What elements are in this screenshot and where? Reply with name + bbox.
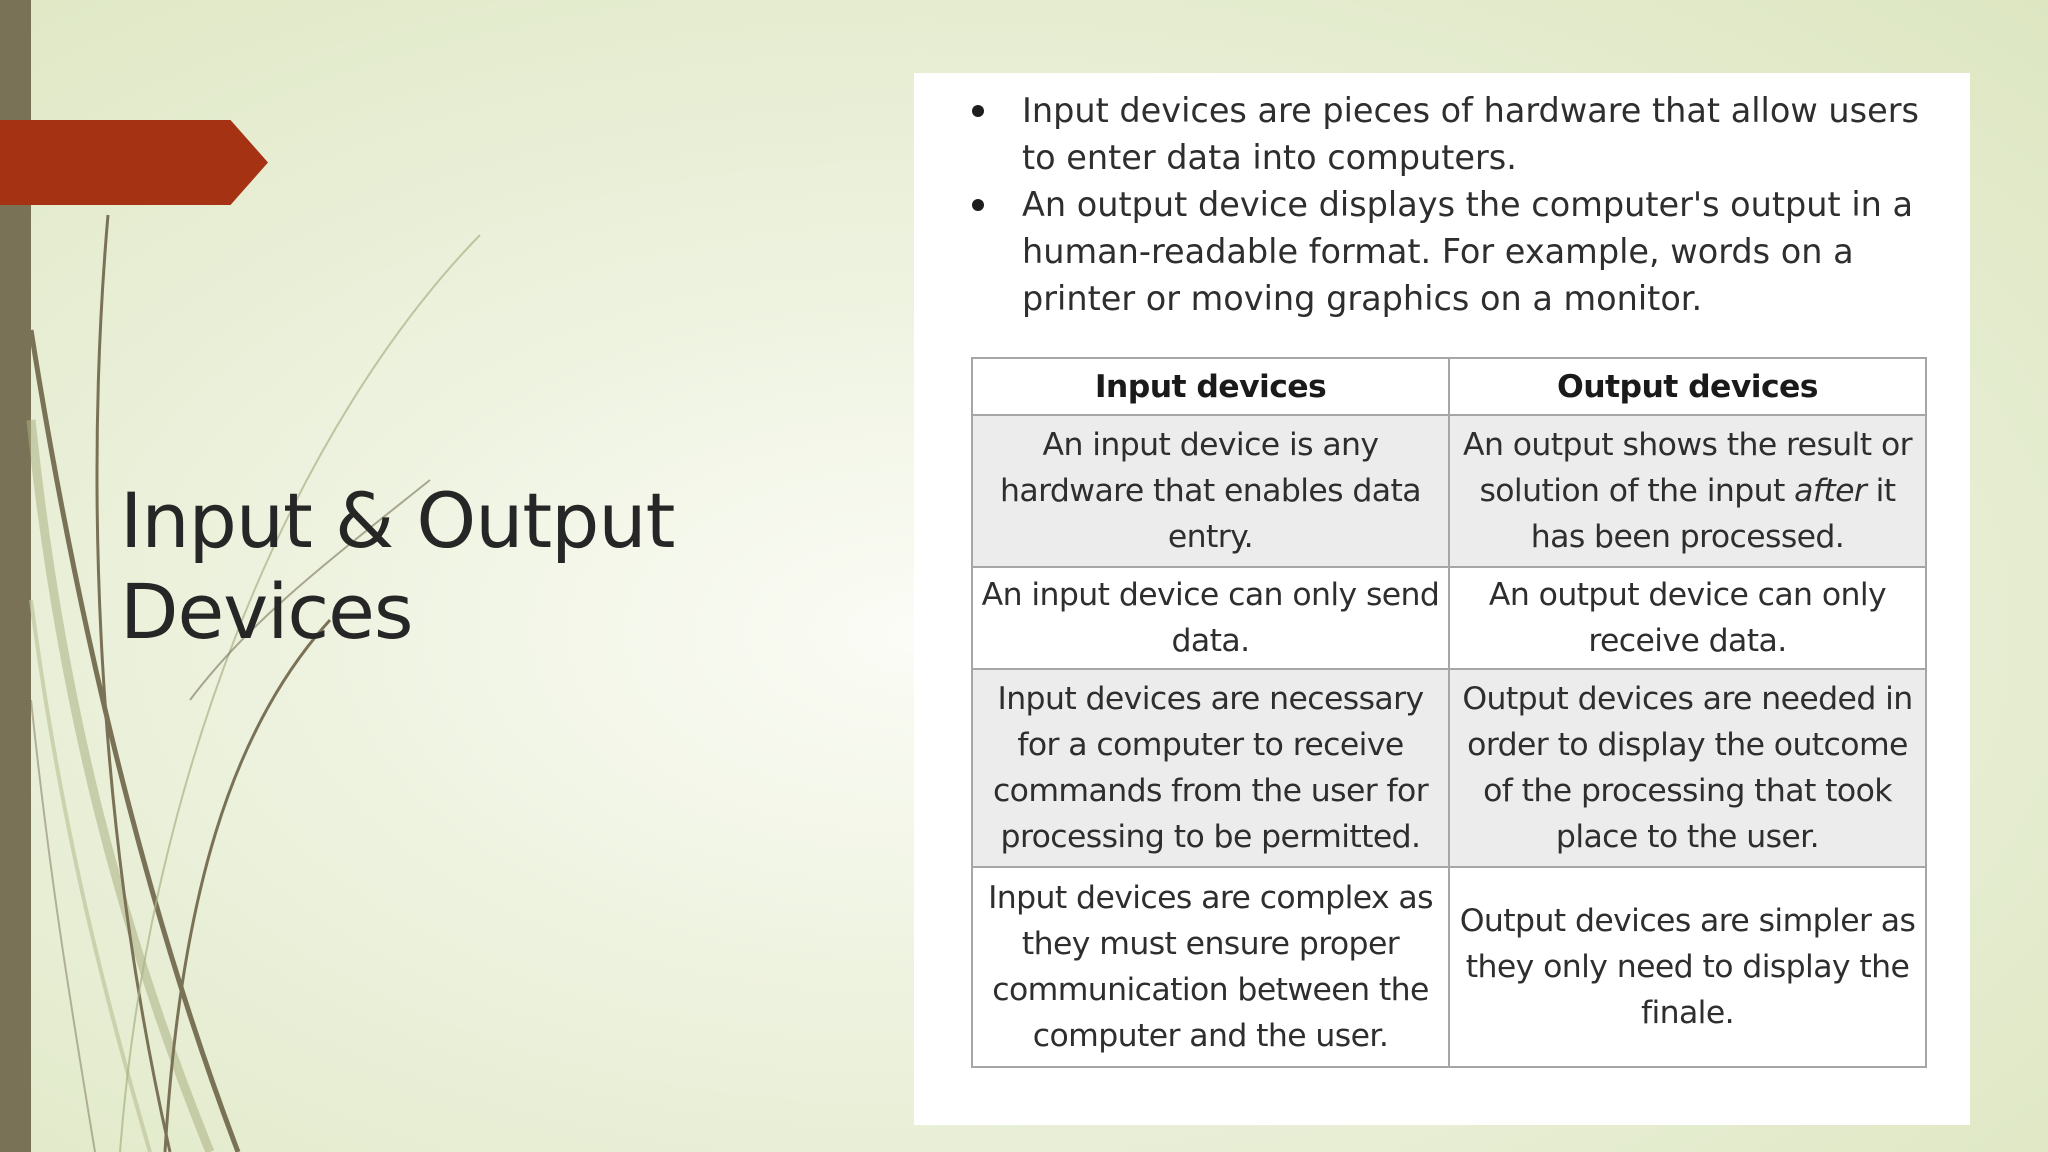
table-row [972,669,1926,867]
output-emphasis: after [1794,473,1867,509]
table-header-row [972,358,1926,415]
title-line-2: Devices [120,567,413,656]
decor-curve [120,235,480,1152]
output-cell: Output devices are needed in order to display the outcome of the processing that took place to the user. [1449,669,1926,867]
bullet-text: Input devices are pieces of hardware that allow users to enter data into computers. [1022,91,1919,177]
output-cell: An output device can only receive data. [1449,567,1926,669]
output-text: it has been processed. [1530,473,1896,555]
input-cell: An input device is any hardware that enables data entry. [972,415,1449,567]
table-row [972,415,1926,567]
output-cell [1449,415,1926,567]
bullet-list [970,87,1950,322]
comparison-table [971,357,1927,1068]
bullet-item [970,181,1950,322]
table-row [972,867,1926,1067]
decor-curve [31,600,150,1152]
table-row [972,567,1926,669]
bullet-item [970,87,1950,181]
bullet-text: An output device displays the computer's output in a human-readable format. For example, words on a printer or moving graphics on a monitor. [1022,185,1914,318]
title-line-1: Input & Output [120,476,675,565]
slide-title [120,475,740,657]
input-cell: An input device can only send data. [972,567,1449,669]
red-accent-tab [0,120,268,205]
input-cell: Input devices are necessary for a computer to receive commands from the user for processing to be permitted. [972,669,1449,867]
bullet-dot-icon [972,105,984,117]
header-output-devices: Output devices [1449,358,1926,415]
output-text: An output shows the result or solution of the input [1463,427,1912,509]
output-cell: Output devices are simpler as they only need to display the finale. [1449,867,1926,1067]
content-card [914,73,1970,1125]
header-input-devices: Input devices [972,358,1449,415]
bullet-dot-icon [972,199,984,211]
input-cell: Input devices are complex as they must ensure proper communication between the computer and the user. [972,867,1449,1067]
